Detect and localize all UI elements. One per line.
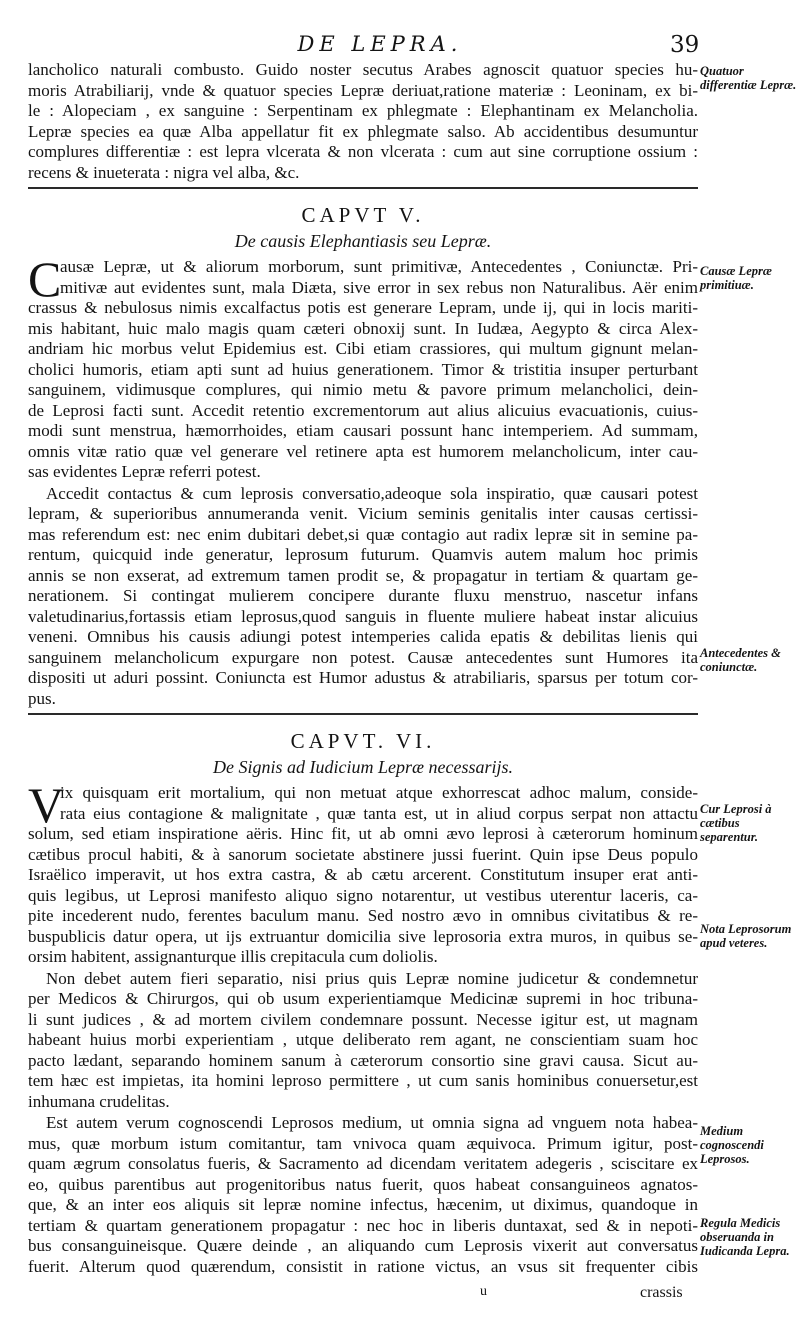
text-line: cholici humoris, etiam apti sunt ad huius generationem. Timor & tristitia insuper perturbant xyxy=(28,359,698,379)
text-line: recens & inueterata : nigra vel alba, &c. xyxy=(28,162,300,182)
text-line: Lepræ species ea quæ Alba appellatur fit ex phlegmate salso. Ab accidentibus desumuntur xyxy=(28,121,698,141)
section-rule xyxy=(28,187,698,189)
text-line: orsim habitent, assignanturque illis crepitacula cum doliolis. xyxy=(28,947,438,966)
signature-mark: u xyxy=(480,1284,487,1299)
text-line: rata eius contagione & malignitate , quæ tanta est, ut in aliud corpus serpat non attactu xyxy=(60,803,698,823)
text-line: ix quisquam erit mortalium, qui non metuat atque exhorrescat adhoc malum, conside- xyxy=(60,783,698,802)
intro-paragraph xyxy=(28,60,698,183)
text-line: complures differentiæ : est lepra vlcerata & non vlcerata : cum aut sine corruptione ossium : xyxy=(28,142,698,161)
text-line: quam ægrum consolatus fueris, & Sacramento ad dicendam veritatem adegeris , sciscitare ex xyxy=(28,1154,698,1173)
text-line: sanguinem, vidimusque complures, qui nimio metu & pavore primum melancholici, dein- xyxy=(28,380,698,399)
text-line: dispositi ut aduri possint. Coniuncta est Humor adustus & atrabiliaris, sparsus per totum cor- xyxy=(28,668,698,687)
drop-cap: C xyxy=(28,251,62,307)
text-line: moris Atrabiliarij, vnde & quatuor species Lepræ deriuat,ratione materiæ : Leoninam, ex bi- xyxy=(28,80,698,100)
text-line: pite incederent nudo, ferentes baculum manu. Sed nostro ævo in omnibus civitatibus & re- xyxy=(28,906,698,925)
chapter-subtitle: De Signis ad Iudicium Lepræ necessarijs. xyxy=(213,757,513,777)
chapter-heading: CAPVT V. xyxy=(301,203,425,227)
text-line: mus, quæ morbum istum comitantur, tam vnivoca quam æquivoca. Primum igitur, post- xyxy=(28,1133,698,1153)
chapter-heading: CAPVT. VI. xyxy=(290,729,436,753)
margin-note: Regula Medicis obseruanda in Iudicanda Lepra. xyxy=(700,1216,790,1258)
margin-note: Causæ Lepræ primitiuæ. xyxy=(700,264,772,292)
text-line: sas evidentes Lepræ referri potest. xyxy=(28,462,261,481)
text-line: tertiam & quartam generationem propagatur : nec hoc in liberis duntaxat, sed & in nepoti- xyxy=(28,1215,698,1235)
text-line: quis legibus, ut Leprosi manifesto aliquo signo notarentur, ut vestibus uterentur laceris, ca- xyxy=(28,885,698,905)
text-line: bus consanguineisque. Quære deinde , an aliquando cum Leprosis vixerit aut conversatus xyxy=(28,1236,698,1255)
running-title: DE LEPRA. xyxy=(297,32,463,56)
drop-cap: V xyxy=(28,777,65,833)
page-number: 39 xyxy=(670,32,700,58)
text-line: fuerit. Alterum quod quærendum, consistit in ratione victus, an vsus sit frequenter cibis xyxy=(28,1256,698,1276)
text-line: mitivæ aut evidentes sunt, mala Diæta, sive error in sex rebus non Naturalibus. Aër enim xyxy=(60,277,698,297)
text-line: lancholico naturali combusto. Guido noster secutus Arabes agnoscit quatuor species hu- xyxy=(28,60,698,79)
text-line: nerationem. Si contingat mulierem concipere durante fluxu menstruo, nascetur infans xyxy=(28,586,698,605)
margin-note: Cur Leprosi à cætibus separentur. xyxy=(700,802,772,844)
text-line: de Leprosi facti sunt. Accedit retentio excrementorum aut alius alicuius evacuationis, cuius- xyxy=(28,400,698,420)
text-line: Israëlico imperavit, ut hos extra castra, & ab cætu arcerent. Constitutum insuper erat anti- xyxy=(28,865,698,884)
text-line: buspublicis datur opera, ut ijs extruantur domicilia sive leprosoria extra muros, in quibus se- xyxy=(28,926,698,946)
text-line: Non debet autem fieri separatio, nisi prius quis Lepræ nomine judicetur & condemnetur xyxy=(46,968,698,988)
text-line: pus. xyxy=(28,688,56,708)
text-line: valetudinarius,fortassis etiam leprosus,quod sanguis in fluente muliere habeat instar alicuius xyxy=(28,606,698,626)
text-line: solum, sed etiam inspiratione aëris. Hinc fit, ut ab omni ævo leprosi à cæterorum hominum xyxy=(28,824,698,843)
text-line: cætibus procul habiti, & à sanorum societate abstinere jussi fuerint. Quin ipse Deus populo xyxy=(28,844,698,864)
margin-notes xyxy=(700,0,800,1319)
margin-note: Antecedentes & coniunctæ. xyxy=(700,646,781,674)
text-line: omnis vitæ ratio quæ vel generare vel retinere apta est humorem melancholicum, inter cau- xyxy=(28,441,698,461)
text-line: mas referendum est: nec enim dubitari debet,si quæ contagio aut radix lepræ sit in semine pa- xyxy=(28,524,698,544)
text-line: tem hæc est impietas, ita homini leproso permittere , ut cum sanis hominibus conuersetur,est xyxy=(28,1071,698,1090)
text-line: mis habitant, huic malo magis quam cæteri obnoxij sunt. In Iudæa, Aegypto & circa Alex- xyxy=(28,318,698,338)
chapter5-paragraph-2 xyxy=(28,484,698,710)
catchword: crassis xyxy=(640,1284,683,1301)
chapter5-paragraph-1 xyxy=(28,251,698,483)
text-line: que, & an inter eos aliquis sit lepræ nomine infectus, hæcenim, ut diximus, quandoque in xyxy=(28,1195,698,1214)
text-line: inhumana crudelitas. xyxy=(28,1091,170,1111)
chapter6-paragraph-2 xyxy=(28,969,698,1113)
section-rule xyxy=(28,713,698,715)
text-line: Est autem verum cognoscendi Leprosos medium, ut omnia signa ad vnguem nota habea- xyxy=(46,1113,698,1132)
main-text xyxy=(28,60,698,1278)
text-line: sanguinem melancholicum expurgare non potest. Causæ antecedentes sunt Humores ita xyxy=(28,647,698,667)
page-header xyxy=(0,30,800,60)
text-line: annis se non exserat, ad extremum tamen prodit se, & propagatur in tertiam & quartam ge- xyxy=(28,565,698,585)
margin-note: Nota Leprosorum apud veteres. xyxy=(700,922,792,950)
text-line: eo, quibus parentibus aut progenitoribus natus fuerit, quos habeat consanguineos agnatos- xyxy=(28,1174,698,1194)
text-line: andriam hic morbus velut Epidemius est. Cibi etiam crassiores, qui multum gignunt melan- xyxy=(28,339,698,358)
text-line: lepram, & superioribus annumeranda venit. Vicium seminis genitalis inter causas certissi- xyxy=(28,504,698,523)
text-line: veneni. Omnibus his causis adiungi potest intemperies calida epatis & debilitas lienis qui xyxy=(28,627,698,646)
chapter-subtitle: De causis Elephantiasis seu Lepræ. xyxy=(234,231,492,251)
margin-note: Medium cognoscendi Leprosos. xyxy=(700,1124,764,1166)
text-line: li sunt judices , & ad mortem civilem condemnare possunt. Necesse igitur est, ut magnam xyxy=(28,1009,698,1029)
text-line: rentum, quicquid inde generatur, leprosum futurum. Quamvis autem malum hoc primis xyxy=(28,545,698,564)
chapter6-paragraph-1 xyxy=(28,777,698,968)
chapter6-paragraph-3 xyxy=(28,1113,698,1277)
text-line: pacto lædant, separando hominem sanum à cæterorum consortio sine gravi causa. Sicut au- xyxy=(28,1050,698,1070)
margin-note: Quatuor differentiæ Lepræ. xyxy=(700,64,797,92)
text-line: ausæ Lepræ, ut & aliorum morborum, sunt primitivæ, Antecedentes , Coniunctæ. Pri- xyxy=(60,257,698,276)
text-line: modi sunt menstrua, hæmorrhoides, etiam causari possunt hanc intemperiem. Ad summam, xyxy=(28,421,698,440)
text-line: per Medicos & Chirurgos, qui ob usum experientiamque Medicinæ supremi in hoc tribuna- xyxy=(28,989,698,1008)
text-line: Accedit contactus & cum leprosis conversatio,adeoque sola inspiratio, quæ causari potest xyxy=(46,483,698,503)
text-line: habeant huius morbi experientiam , utque deliberato rem agant, ne conscientiam suam hoc xyxy=(28,1030,698,1049)
text-line: crassus & nebulosus nimis excalfactus potis est generare Lepram, unde ij, qui in locis mariti- xyxy=(28,298,698,317)
text-line: le : Alopeciam , ex sanguine : Serpentinam ex phlegmate : Elephantinam ex Melancholia. xyxy=(28,101,698,120)
